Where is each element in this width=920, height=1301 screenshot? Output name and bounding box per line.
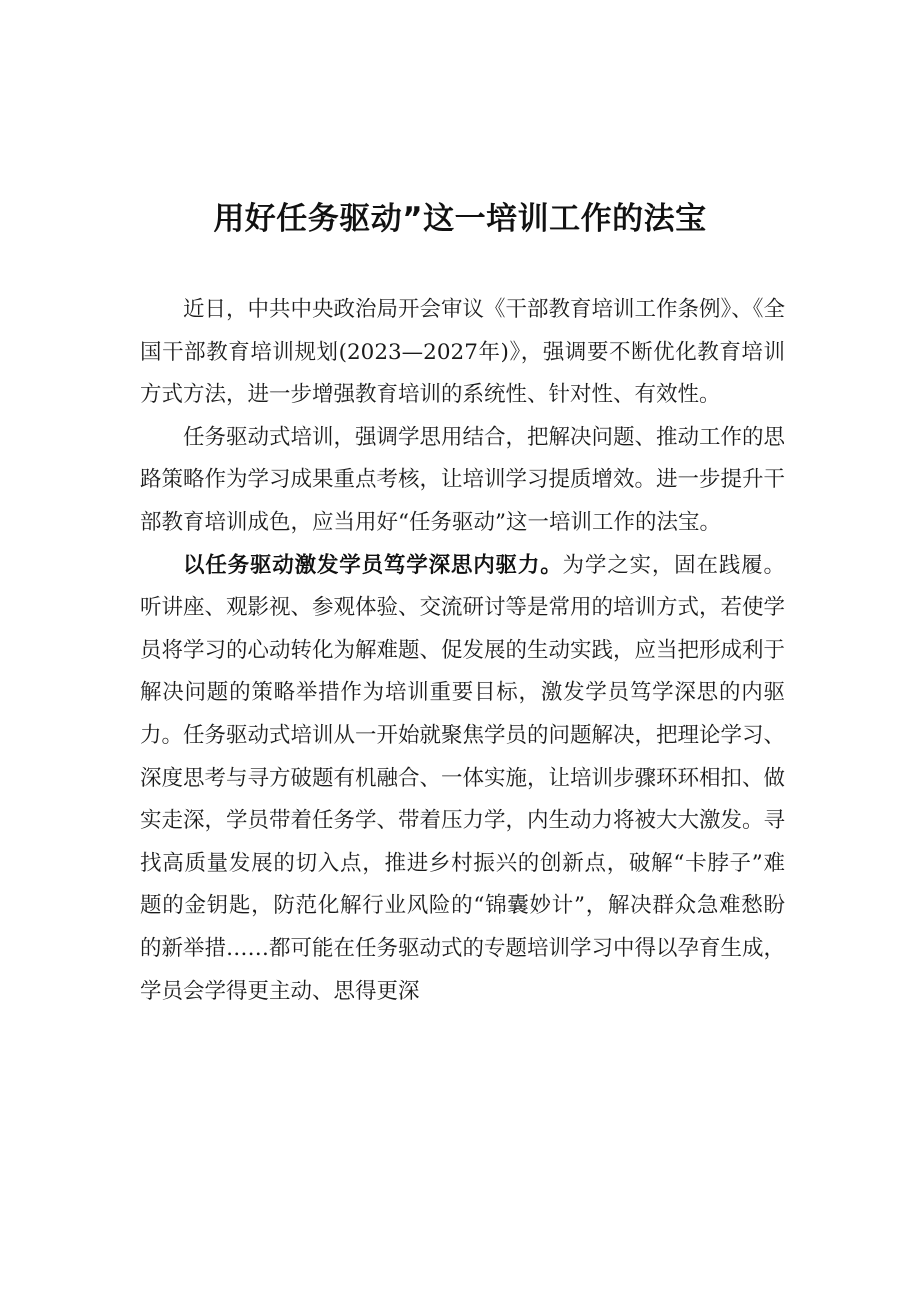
document-body	[140, 289, 785, 1013]
document-title: 用好任务驱动”这一培训工作的法宝	[213, 200, 707, 237]
paragraph-3-lead: 以任务驱动激发学员笃学深思内驱力。	[183, 552, 563, 578]
paragraph-1-text: 近日，中共中央政治局开会审议《干部教育培训工作条例》、《全国干部教育培训规划(2023—2027年)》，强调要不断优化教育培训方式方法，进一步增强教育培训的系统性、针对性、有效性。	[140, 297, 786, 408]
paragraph-3-text: 为学之实，固在践履。听讲座、观影视、参观体验、交流研讨等是常用的培训方式，若使学员将学习的心动转化为解难题、促发展的生动实践，应当把形成利于解决问题的策略举措作为培训重要目标，激发学员笃学深思的内驱力。任务驱动式培训从一开始就聚焦学员的问题解决，把理论学习、深度思考与寻方破题有机融合、一体实施，让培训步骤环环相扣、做实走深，学员带着任务学、带着压力学，内生动力将被大大激发。寻找高质量发展的切入点，推进乡村振兴的创新点，破解“卡脖子”难题的金钥匙，防范化解行业风险的“锦囊妙计”，解决群众急难愁盼的新举措……都可能在任务驱动式的专题培训学习中得以孕育生成，学员会学得更主动、思得更深	[140, 552, 786, 1004]
paragraph-2-text: 任务驱动式培训，强调学思用结合，把解决问题、推动工作的思路策略作为学习成果重点考核，让培训学习提质增效。进一步提升干部教育培训成色，应当用好“任务驱动”这一培训工作的法宝。	[140, 424, 786, 535]
paragraph-3	[140, 545, 785, 1014]
paragraph-2	[140, 417, 785, 545]
paragraph-1	[140, 289, 785, 417]
